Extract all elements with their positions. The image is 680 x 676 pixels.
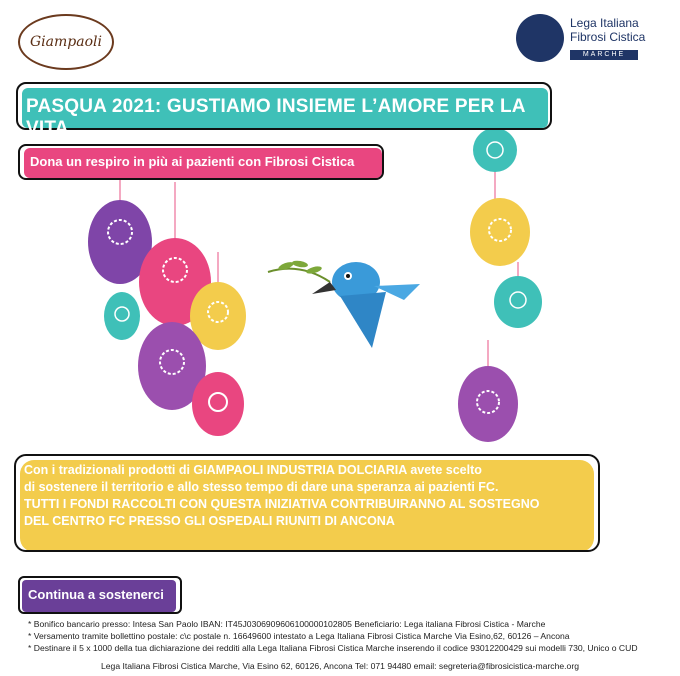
donation-notes [28, 618, 668, 654]
egg-purple-right [458, 366, 518, 442]
giampaoli-logo-text: Giampaoli [30, 34, 102, 50]
egg-pink-bottom [192, 372, 244, 436]
note-5x1000: * Destinare il 5 x 1000 della tua dichiarazione dei redditi alla Lega Italiana Fibrosi Cistica Marche inserendo il codice 93012200429 sui modelli 730, Unico o CUD [28, 643, 638, 653]
subtitle: Dona un respiro in più ai pazienti con Fibrosi Cistica [30, 154, 355, 169]
body-line: Con i tradizionali prodotti di GIAMPAOLI INDUSTRIA DOLCIARIA avete scelto [24, 463, 482, 477]
lifc-region: MARCHE [570, 50, 638, 60]
note-bollettino: * Versamento tramite bollettino postale: c\c postale n. 16649600 intestato a Lega Italiana Fibrosi Cistica Marche Via Esino,62, 60126 – Ancona [28, 631, 570, 641]
lifc-line2: Fibrosi Cistica [570, 30, 646, 44]
continua-button-label[interactable]: Continua a sostenerci [28, 587, 164, 602]
egg-teal-right-bottom [494, 276, 542, 328]
body-line: TUTTI I FONDI RACCOLTI CON QUESTA INIZIATIVA CONTRIBUIRANNO AL SOSTEGNO [24, 497, 540, 511]
page-title: PASQUA 2021: GUSTIAMO INSIEME L’AMORE PER LA VITA [26, 96, 525, 139]
bird-olive-branch-icon [268, 260, 420, 348]
note-bonifico: * Bonifico bancario presso: Intesa San Paolo IBAN: IT45J0306909606100000102805 Beneficiario: Lega italiana Fibrosi Cistica - Marche [28, 619, 546, 629]
body-line: DEL CENTRO FC PRESSO GLI OSPEDALI RIUNITI DI ANCONA [24, 514, 395, 528]
footer-contact: Lega Italiana Fibrosi Cistica Marche, Via Esino 62, 60126, Ancona Tel: 071 94480 email: segreteria@fibrosicistica-marche.org [101, 661, 579, 671]
body-text [24, 462, 594, 530]
body-line: di sostenere il territorio e allo stesso tempo di dare una speranza ai pazienti FC. [24, 480, 499, 494]
egg-teal-small [104, 292, 140, 340]
lifc-line1: Lega Italiana [570, 16, 639, 30]
egg-yellow-right [470, 198, 530, 266]
